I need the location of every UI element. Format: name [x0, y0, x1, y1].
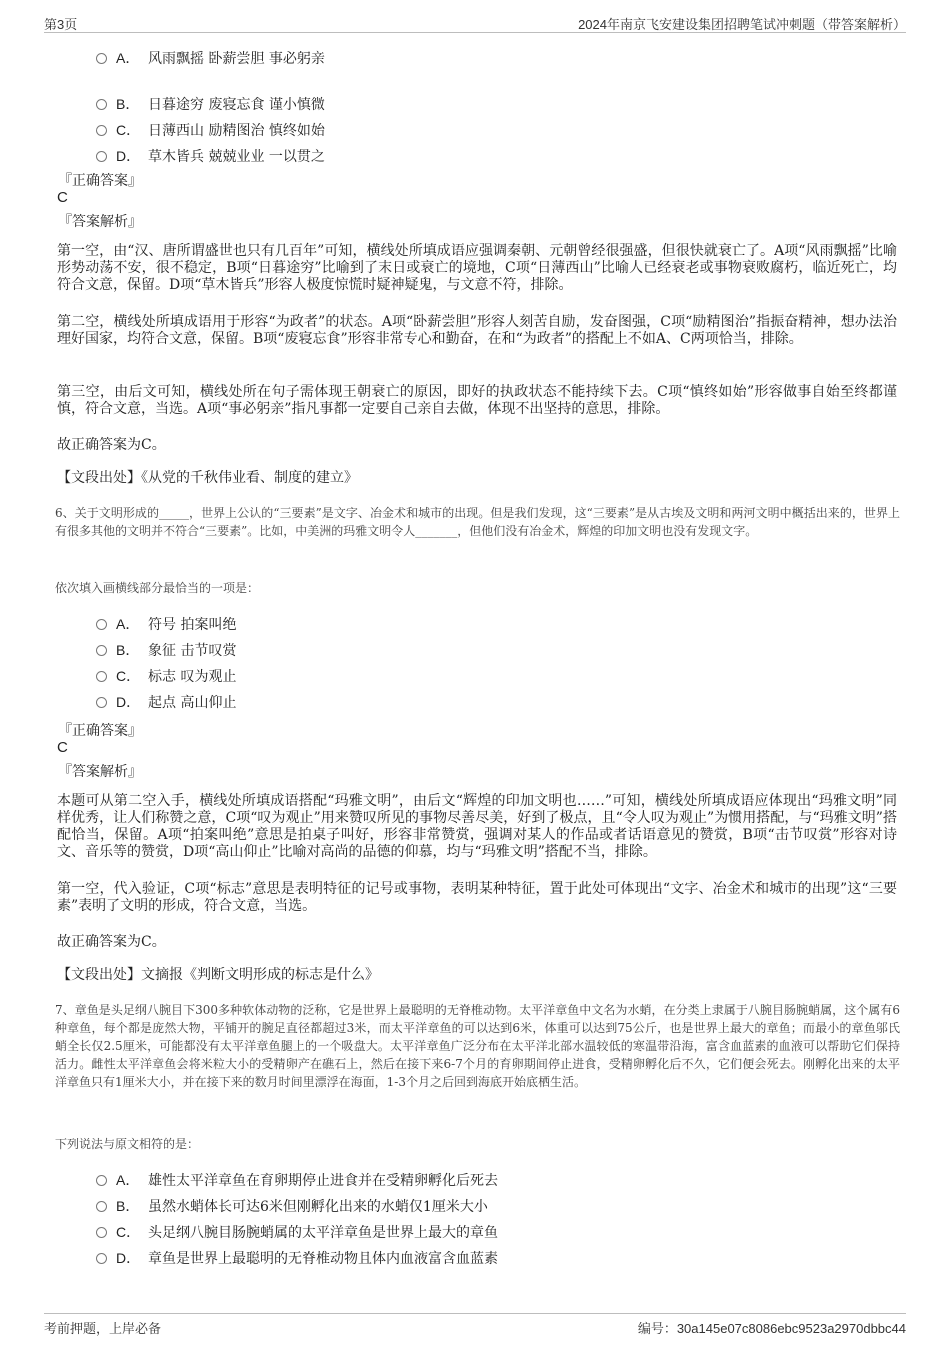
option-text: 象征 击节叹赏: [148, 643, 237, 659]
option-text: 章鱼是世界上最聪明的无脊椎动物且体内血液富含血蓝素: [148, 1251, 498, 1267]
q7-option-c[interactable]: [96, 1219, 498, 1245]
code-value: 30a145e07c8086ebc9523a2970dbbc44: [676, 1321, 906, 1336]
q7-option-a[interactable]: [96, 1167, 498, 1193]
radio-icon[interactable]: [96, 53, 107, 64]
q5-analysis-p4: 故正确答案为C。: [57, 437, 166, 453]
page-number: 第3页: [44, 17, 78, 32]
q7-stem: 7、章鱼是头足纲八腕目下300多种软体动物的泛称，它是世界上最聪明的无脊椎动物。太平洋章鱼中文名为水蛸，在分类上隶属于八腕目肠腕蛸属，这个属有6种章鱼，每个都是庞然大物，平铺开的腕足直径都超过3米，而太平洋章鱼的可以达到6米，体重可以达到75公斤，也是世界上最大的章鱼；而最小的章鱼邬氏蛸全长仅2.5厘米，可能都没有太平洋章鱼腿上的一个吸盘大。太平洋章鱼广泛分布在太平洋北部水温较低的寒温带沿海，富含血蓝素的血液可以帮助它们保持活力。雌性太平洋章鱼会将米粒大小的受精卵产在礁石上，然后在接下来6-7个月的育卵期间停止进食，受精卵孵化后不久，它们便会死去。刚孵化出来的太平洋章鱼只有1厘米大小，并在接下来的数月时间里漂浮在海面，1-3个月之后回到海底开始底栖生活。: [55, 1003, 900, 1089]
q5-option-a[interactable]: [96, 48, 325, 68]
option-text: 起点 高山仰止: [148, 695, 237, 711]
option-letter: B．: [116, 96, 140, 112]
document-code: [638, 1318, 906, 1337]
radio-icon[interactable]: [96, 645, 107, 656]
option-text: 头足纲八腕目肠腕蛸属的太平洋章鱼是世界上最大的章鱼: [148, 1225, 498, 1241]
q7-option-d[interactable]: [96, 1245, 498, 1271]
option-letter: B．: [116, 1198, 140, 1214]
option-letter: D．: [116, 1250, 141, 1266]
page-header: [44, 12, 906, 33]
option-text: 虽然水蛸体长可达6米但刚孵化出来的水蛸仅1厘米大小: [148, 1199, 488, 1215]
option-letter: A．: [116, 1172, 140, 1188]
q5-analysis-label: 『答案解析』: [58, 214, 142, 230]
q5-analysis-p1: 第一空，由“汉、唐所谓盛世也只有几百年”可知，横线处所填成语应强调秦朝、元朝曾经很强盛，但很快就衰亡了。A项“风雨飘摇”比喻形势动荡不安，很不稳定，B项“日暮途穷”比喻到了末日或衰亡的境地，C项“日薄西山”比喻人已经衰老或事物衰败腐朽，临近死亡，均符合文意，保留。D项“草木皆兵”形容人极度惊慌时疑神疑鬼，与文意不符，排除。: [57, 243, 897, 293]
radio-icon[interactable]: [96, 619, 107, 630]
q6-analysis-p2: 第一空，代入验证，C项“标志”意思是表明特征的记号或事物，表明某种特征，置于此处可体现出“文字、冶金术和城市的出现”这“三要素”表明了文明的形成，符合文意，当选。: [57, 881, 897, 914]
footer-slogan: 考前押题，上岸必备: [44, 1321, 162, 1336]
document-title: 2024年南京飞安建设集团招聘笔试冲刺题（带答案解析）: [578, 17, 906, 32]
q6-prompt: 依次填入画横线部分最恰当的一项是：: [55, 581, 260, 595]
q6-option-d[interactable]: [96, 689, 236, 715]
option-letter: B．: [116, 642, 140, 658]
q6-analysis-label: 『答案解析』: [58, 764, 142, 780]
option-text: 符号 拍案叫绝: [148, 617, 237, 633]
q6-analysis-p1: 本题可从第二空入手，横线处所填成语搭配“玛雅文明”，由后文“辉煌的印加文明也……”可知，横线处所填成语应体现出“玛雅文明”同样优秀，让人们称赞之意，C项“叹为观止”用来赞叹所见的事物尽善尽美，好到了极点，且“令人叹为观止”为惯用搭配，与“玛雅文明”搭配恰当，保留。A项“拍案叫绝”意思是拍桌子叫好，形容非常赞赏，强调对某人的作品或者话语意见的赞赏，B项“击节叹赏”形容对诗文、音乐等的赞赏，D项“高山仰止”比喻对高尚的品德的仰慕，均与“玛雅文明”搭配不当，排除。: [57, 793, 897, 860]
q6-options: [96, 611, 236, 715]
q5-option-c[interactable]: [96, 117, 325, 143]
q6-option-a[interactable]: [96, 611, 236, 637]
option-letter: C．: [116, 122, 141, 138]
option-text: 标志 叹为观止: [148, 669, 237, 685]
radio-icon[interactable]: [96, 151, 107, 162]
code-label: 编号：: [637, 1321, 677, 1336]
q6-answer-label: 『正确答案』: [58, 723, 142, 739]
option-letter: C．: [116, 1224, 141, 1240]
radio-icon[interactable]: [96, 1227, 107, 1238]
q6-stem: 6、关于文明形成的_____，世界上公认的“三要素”是文字、冶金术和城市的出现。但是我们发现，这“三要素”是从古埃及文明和两河文明中概括出来的，世界上有很多其他的文明并不符合“三要素”。比如，中美洲的玛雅文明令人_______，但他们没有冶金术，辉煌的印加文明也没有发现文字。: [55, 506, 900, 538]
radio-icon[interactable]: [96, 697, 107, 708]
radio-icon[interactable]: [96, 99, 107, 110]
radio-icon[interactable]: [96, 125, 107, 136]
radio-icon[interactable]: [96, 671, 107, 682]
q5-analysis-p2: 第二空，横线处所填成语用于形容“为政者”的状态。A项“卧薪尝胆”形容人刻苦自励，发奋图强，C项“励精图治”指振奋精神，想办法治理好国家，均符合文意，保留。B项“废寝忘食”形容非常专心和勤奋，在和“为政者”的搭配上不如A、C两项恰当，排除。: [57, 314, 897, 347]
q5-analysis-p3: 第三空，由后文可知，横线处所在句子需体现王朝衰亡的原因，即好的执政状态不能持续下去。C项“慎终如始”形容做事自始至终都谨慎，符合文意，当选。A项“事必躬亲”指凡事都一定要自己亲自去做，体现不出坚持的意思，排除。: [57, 384, 897, 417]
q5-options-rest: [96, 91, 325, 169]
q5-source: 【文段出处】《从党的千秋伟业看、制度的建立》: [57, 470, 358, 486]
radio-icon[interactable]: [96, 1201, 107, 1212]
page-footer: [44, 1313, 906, 1336]
q5-options: [96, 48, 325, 68]
q6-answer: C: [57, 739, 68, 756]
q7-option-b[interactable]: [96, 1193, 498, 1219]
option-letter: A．: [116, 50, 140, 66]
q7-prompt: 下列说法与原文相符的是：: [55, 1137, 200, 1151]
option-letter: D．: [116, 148, 141, 164]
q6-option-c[interactable]: [96, 663, 236, 689]
option-text: 日薄西山 励精图治 慎终如始: [148, 123, 325, 139]
option-letter: D．: [116, 694, 141, 710]
q5-answer: C: [57, 189, 68, 206]
q6-analysis-p3: 故正确答案为C。: [57, 934, 166, 950]
radio-icon[interactable]: [96, 1253, 107, 1264]
option-letter: C．: [116, 668, 141, 684]
q5-option-d[interactable]: [96, 143, 325, 169]
option-letter: A．: [116, 616, 140, 632]
q5-option-b[interactable]: [96, 91, 325, 117]
q6-source: 【文段出处】文摘报《判断文明形成的标志是什么》: [57, 967, 379, 983]
option-text: 草木皆兵 兢兢业业 一以贯之: [148, 149, 325, 165]
option-text: 日暮途穷 废寝忘食 谨小慎微: [148, 97, 325, 113]
option-text: 风雨飘摇 卧薪尝胆 事必躬亲: [148, 51, 325, 67]
q7-options: [96, 1167, 498, 1271]
q5-answer-label: 『正确答案』: [58, 173, 142, 189]
option-text: 雄性太平洋章鱼在育卵期停止进食并在受精卵孵化后死去: [148, 1173, 498, 1189]
q6-option-b[interactable]: [96, 637, 236, 663]
radio-icon[interactable]: [96, 1175, 107, 1186]
